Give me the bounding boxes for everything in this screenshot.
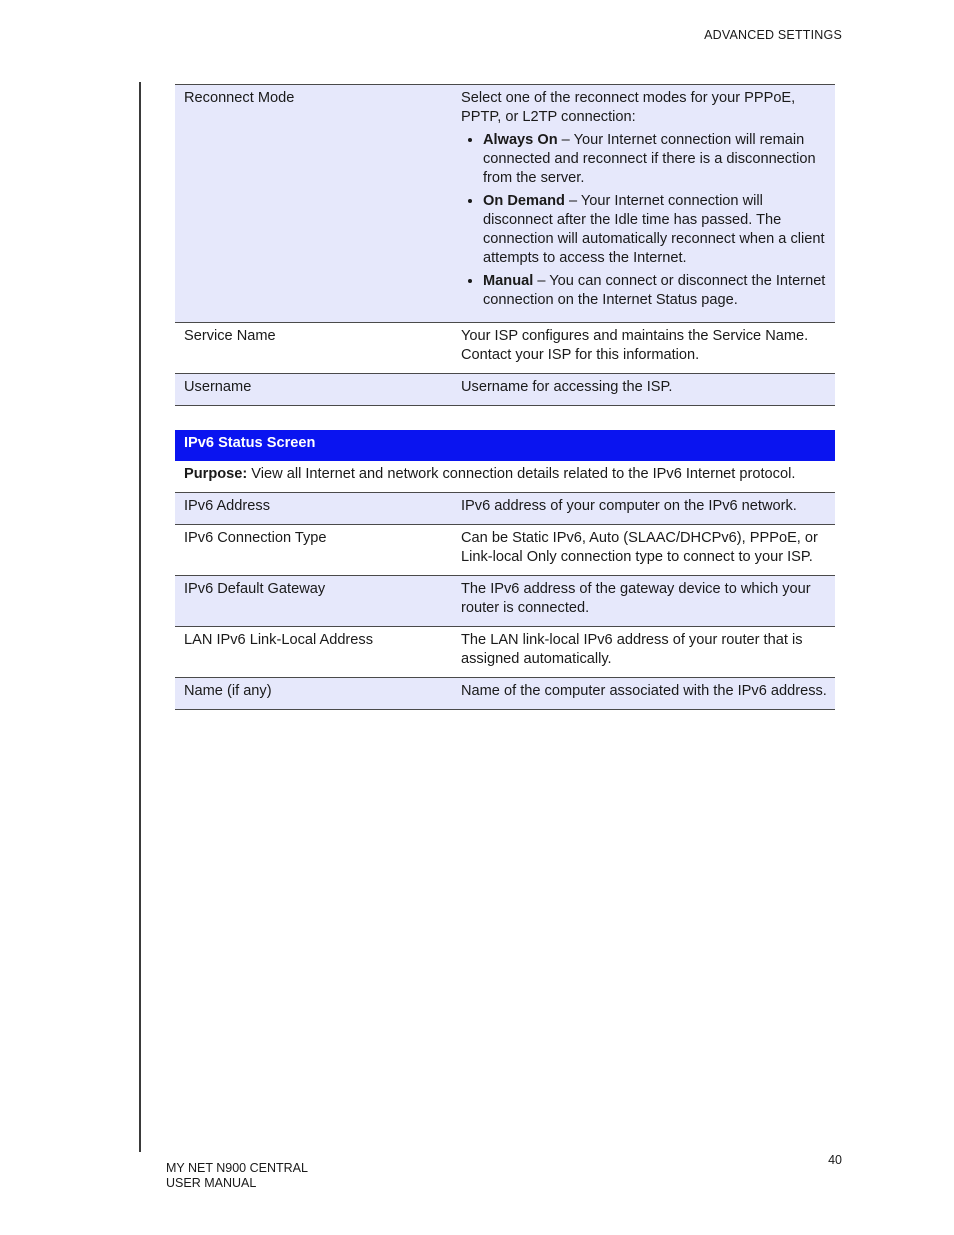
bullet-term: Always On [483,132,558,148]
row-description: Your ISP configures and maintains the Service Name. Contact your ISP for this information. [452,323,835,374]
pppoe-settings-table [175,84,835,406]
row-label: IPv6 Default Gateway [175,576,452,627]
table-row [175,493,835,525]
reconnect-mode-list [461,131,827,310]
purpose-row [175,461,835,493]
row-label: Reconnect Mode [175,85,452,323]
table-row [175,576,835,627]
table-row [175,525,835,576]
bullet-term: Manual [483,273,534,289]
footer-line-1: MY NET N900 CENTRAL [166,1161,308,1175]
list-item [483,192,827,268]
row-description [452,85,835,323]
table-row [175,627,835,678]
table-title: IPv6 Status Screen [175,430,835,461]
table-row [175,85,835,323]
table-row [175,374,835,406]
bullet-text: – Your Internet connection will remain connected and reconnect if there is a disconnection from the server. [483,132,816,186]
bullet-term: On Demand [483,193,565,209]
list-item [483,131,827,188]
purpose-text: View all Internet and network connection details related to the IPv6 Internet protocol. [247,466,796,482]
footer-line-2: USER MANUAL [166,1176,257,1190]
row-description: Can be Static IPv6, Auto (SLAAC/DHCPv6), PPPoE, or Link-local Only connection type to connect to your ISP. [452,525,835,576]
table-title-row [175,430,835,461]
row-label: IPv6 Connection Type [175,525,452,576]
row-description: The LAN link-local IPv6 address of your router that is assigned automatically. [452,627,835,678]
row-description: The IPv6 address of the gateway device to which your router is connected. [452,576,835,627]
bullet-text: – Your Internet connection will disconnect after the Idle time has passed. The connection will automatically reconnect when a client attempts to access the Internet. [483,193,825,266]
row-label: Name (if any) [175,678,452,710]
list-item [483,272,827,310]
row-label: Service Name [175,323,452,374]
row-label: Username [175,374,452,406]
row-label: IPv6 Address [175,493,452,525]
purpose-label: Purpose: [184,466,248,482]
footer-title [166,1161,308,1191]
ipv6-status-table [175,430,835,710]
page-number: 40 [828,1153,842,1167]
margin-rule [139,82,141,1152]
row-description: IPv6 address of your computer on the IPv6 network. [452,493,835,525]
bullet-text: – You can connect or disconnect the Internet connection on the Internet Status page. [483,273,826,308]
table-row [175,678,835,710]
row-description: Name of the computer associated with the IPv6 address. [452,678,835,710]
row-description: Username for accessing the ISP. [452,374,835,406]
section-header: ADVANCED SETTINGS [704,28,842,42]
table-row [175,323,835,374]
reconnect-intro: Select one of the reconnect modes for your PPPoE, PPTP, or L2TP connection: [461,90,796,125]
row-label: LAN IPv6 Link-Local Address [175,627,452,678]
purpose-cell [175,461,835,493]
